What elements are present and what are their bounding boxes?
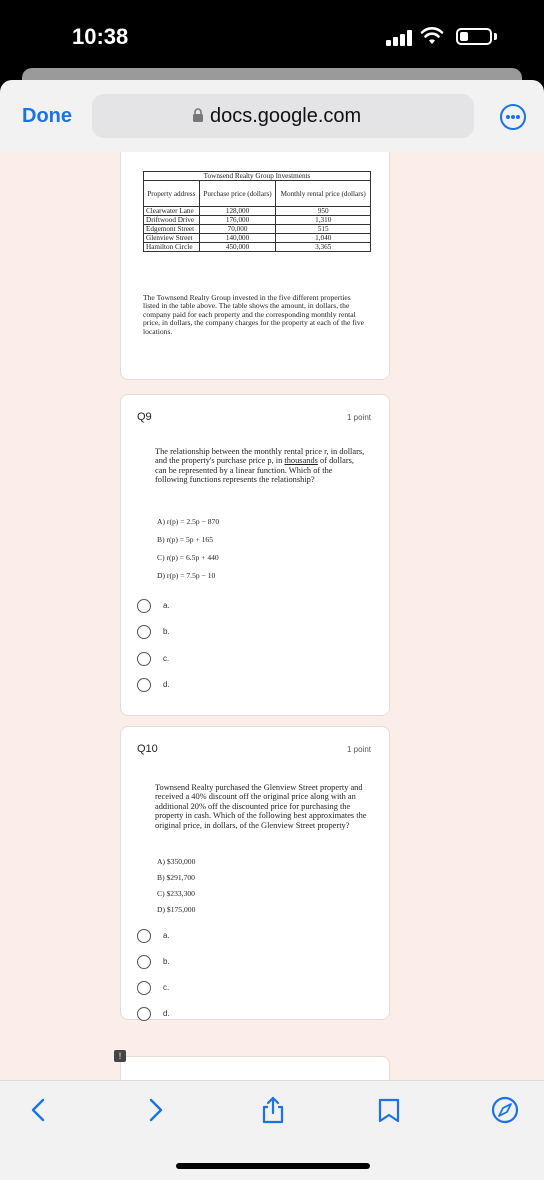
investments-table: [143, 171, 371, 252]
table-cell: 950: [276, 207, 371, 216]
radio-button[interactable]: [137, 599, 151, 613]
question-label: Q10: [137, 743, 158, 755]
option-label: a.: [163, 931, 170, 940]
table-row: [144, 243, 371, 252]
more-options-icon[interactable]: [500, 104, 526, 130]
option-label: b.: [163, 957, 170, 966]
status-bar: [0, 0, 544, 72]
answer-choice: D) $175,000: [157, 905, 196, 914]
answer-choice: C) $233,300: [157, 889, 195, 898]
radio-button[interactable]: [137, 929, 151, 943]
battery-icon: [456, 28, 492, 45]
battery-tip: [494, 33, 497, 40]
url-text: docs.google.com: [210, 105, 362, 127]
answer-choice: A) r(p) = 2.5p − 870: [157, 517, 220, 526]
option-label: d.: [163, 680, 170, 689]
page-content: [0, 152, 544, 1080]
question-label: Q9: [137, 411, 152, 423]
question-text-part: of dollars, can be represented by a linear function. Which of the following functions represents the relationship?: [155, 456, 354, 485]
forward-icon[interactable]: [140, 1095, 170, 1125]
radio-button[interactable]: [137, 678, 151, 692]
table-title: Townsend Realty Group Investments: [144, 172, 371, 181]
table-cell: 128,000: [199, 207, 276, 216]
underlined-word: thousands: [284, 456, 318, 466]
table-cell: Edgemont Street: [144, 225, 200, 234]
table-row: [144, 207, 371, 216]
table-header: Monthly rental price (dollars): [276, 181, 371, 207]
table-header: Property address: [144, 181, 200, 207]
question-text-part: The relationship between the monthly rental price r, in dollars, and the property's purchase price p, in: [155, 447, 365, 466]
table-row: [144, 225, 371, 234]
radio-button[interactable]: [137, 625, 151, 639]
option-label: b.: [163, 627, 170, 636]
table-cell: 1,040: [276, 234, 371, 243]
table-cell: 140,000: [199, 234, 276, 243]
url-bar[interactable]: [92, 94, 474, 138]
question-card-q10: [120, 726, 390, 1020]
table-header: Purchase price (dollars): [199, 181, 276, 207]
answer-choice: D) r(p) = 7.5p − 10: [157, 571, 216, 580]
table-row: [144, 216, 371, 225]
radio-button[interactable]: [137, 981, 151, 995]
signal-icon: [386, 30, 412, 46]
next-card: [120, 1056, 390, 1080]
home-indicator: [176, 1163, 370, 1169]
report-flag-icon[interactable]: !: [114, 1050, 126, 1062]
browser-header: [0, 80, 544, 152]
table-cell: 176,000: [199, 216, 276, 225]
table-row: [144, 234, 371, 243]
browser-toolbar: [0, 1080, 544, 1180]
points-label: 1 point: [346, 745, 371, 754]
question-text: Townsend Realty purchased the Glenview Street property and received a 40% discount off the original price along with an additional 20% off the discounted price for purchasing the property in cash. Which of the following best approximates the original price, in dollars, of the Glenview Street property?: [155, 783, 367, 830]
answer-choice: A) $350,000: [157, 857, 196, 866]
safari-icon[interactable]: [490, 1095, 520, 1125]
status-time: 10:38: [72, 24, 129, 49]
bookmarks-icon[interactable]: [374, 1095, 404, 1125]
option-label: c.: [163, 983, 170, 992]
wifi-icon: [420, 26, 444, 46]
table-cell: 450,000: [199, 243, 276, 252]
table-cell: 515: [276, 225, 371, 234]
radio-button[interactable]: [137, 652, 151, 666]
table-cell: Hamilton Circle: [144, 243, 200, 252]
points-label: 1 point: [346, 413, 371, 422]
answer-choice: C) r(p) = 6.5p + 440: [157, 553, 219, 562]
question-card-q9: [120, 394, 390, 716]
table-cell: 3,365: [276, 243, 371, 252]
back-icon[interactable]: [24, 1095, 54, 1125]
option-label: c.: [163, 654, 170, 663]
table-cell: Glenview Street: [144, 234, 200, 243]
table-cell: 70,000: [199, 225, 276, 234]
radio-button[interactable]: [137, 955, 151, 969]
share-icon[interactable]: [258, 1095, 288, 1125]
answer-choice: B) $291,700: [157, 873, 195, 882]
question-text: [155, 447, 367, 485]
table-cell: Clearwater Lane: [144, 207, 200, 216]
table-cell: 1,310: [276, 216, 371, 225]
radio-button[interactable]: [137, 1007, 151, 1021]
option-label: d.: [163, 1009, 170, 1018]
table-cell: Driftwood Drive: [144, 216, 200, 225]
lock-icon: [192, 108, 204, 123]
done-button[interactable]: Done: [22, 105, 72, 127]
option-label: a.: [163, 601, 170, 610]
passage-description: The Townsend Realty Group invested in the five different properties listed in the table above. The table shows the amount, in dollars, the company paid for each property and the corresponding monthly rental price, in dollars, the company charges for the property at each of the five locations.: [143, 293, 365, 336]
passage-card: [120, 152, 390, 380]
answer-choice: B) r(p) = 5p + 165: [157, 535, 214, 544]
